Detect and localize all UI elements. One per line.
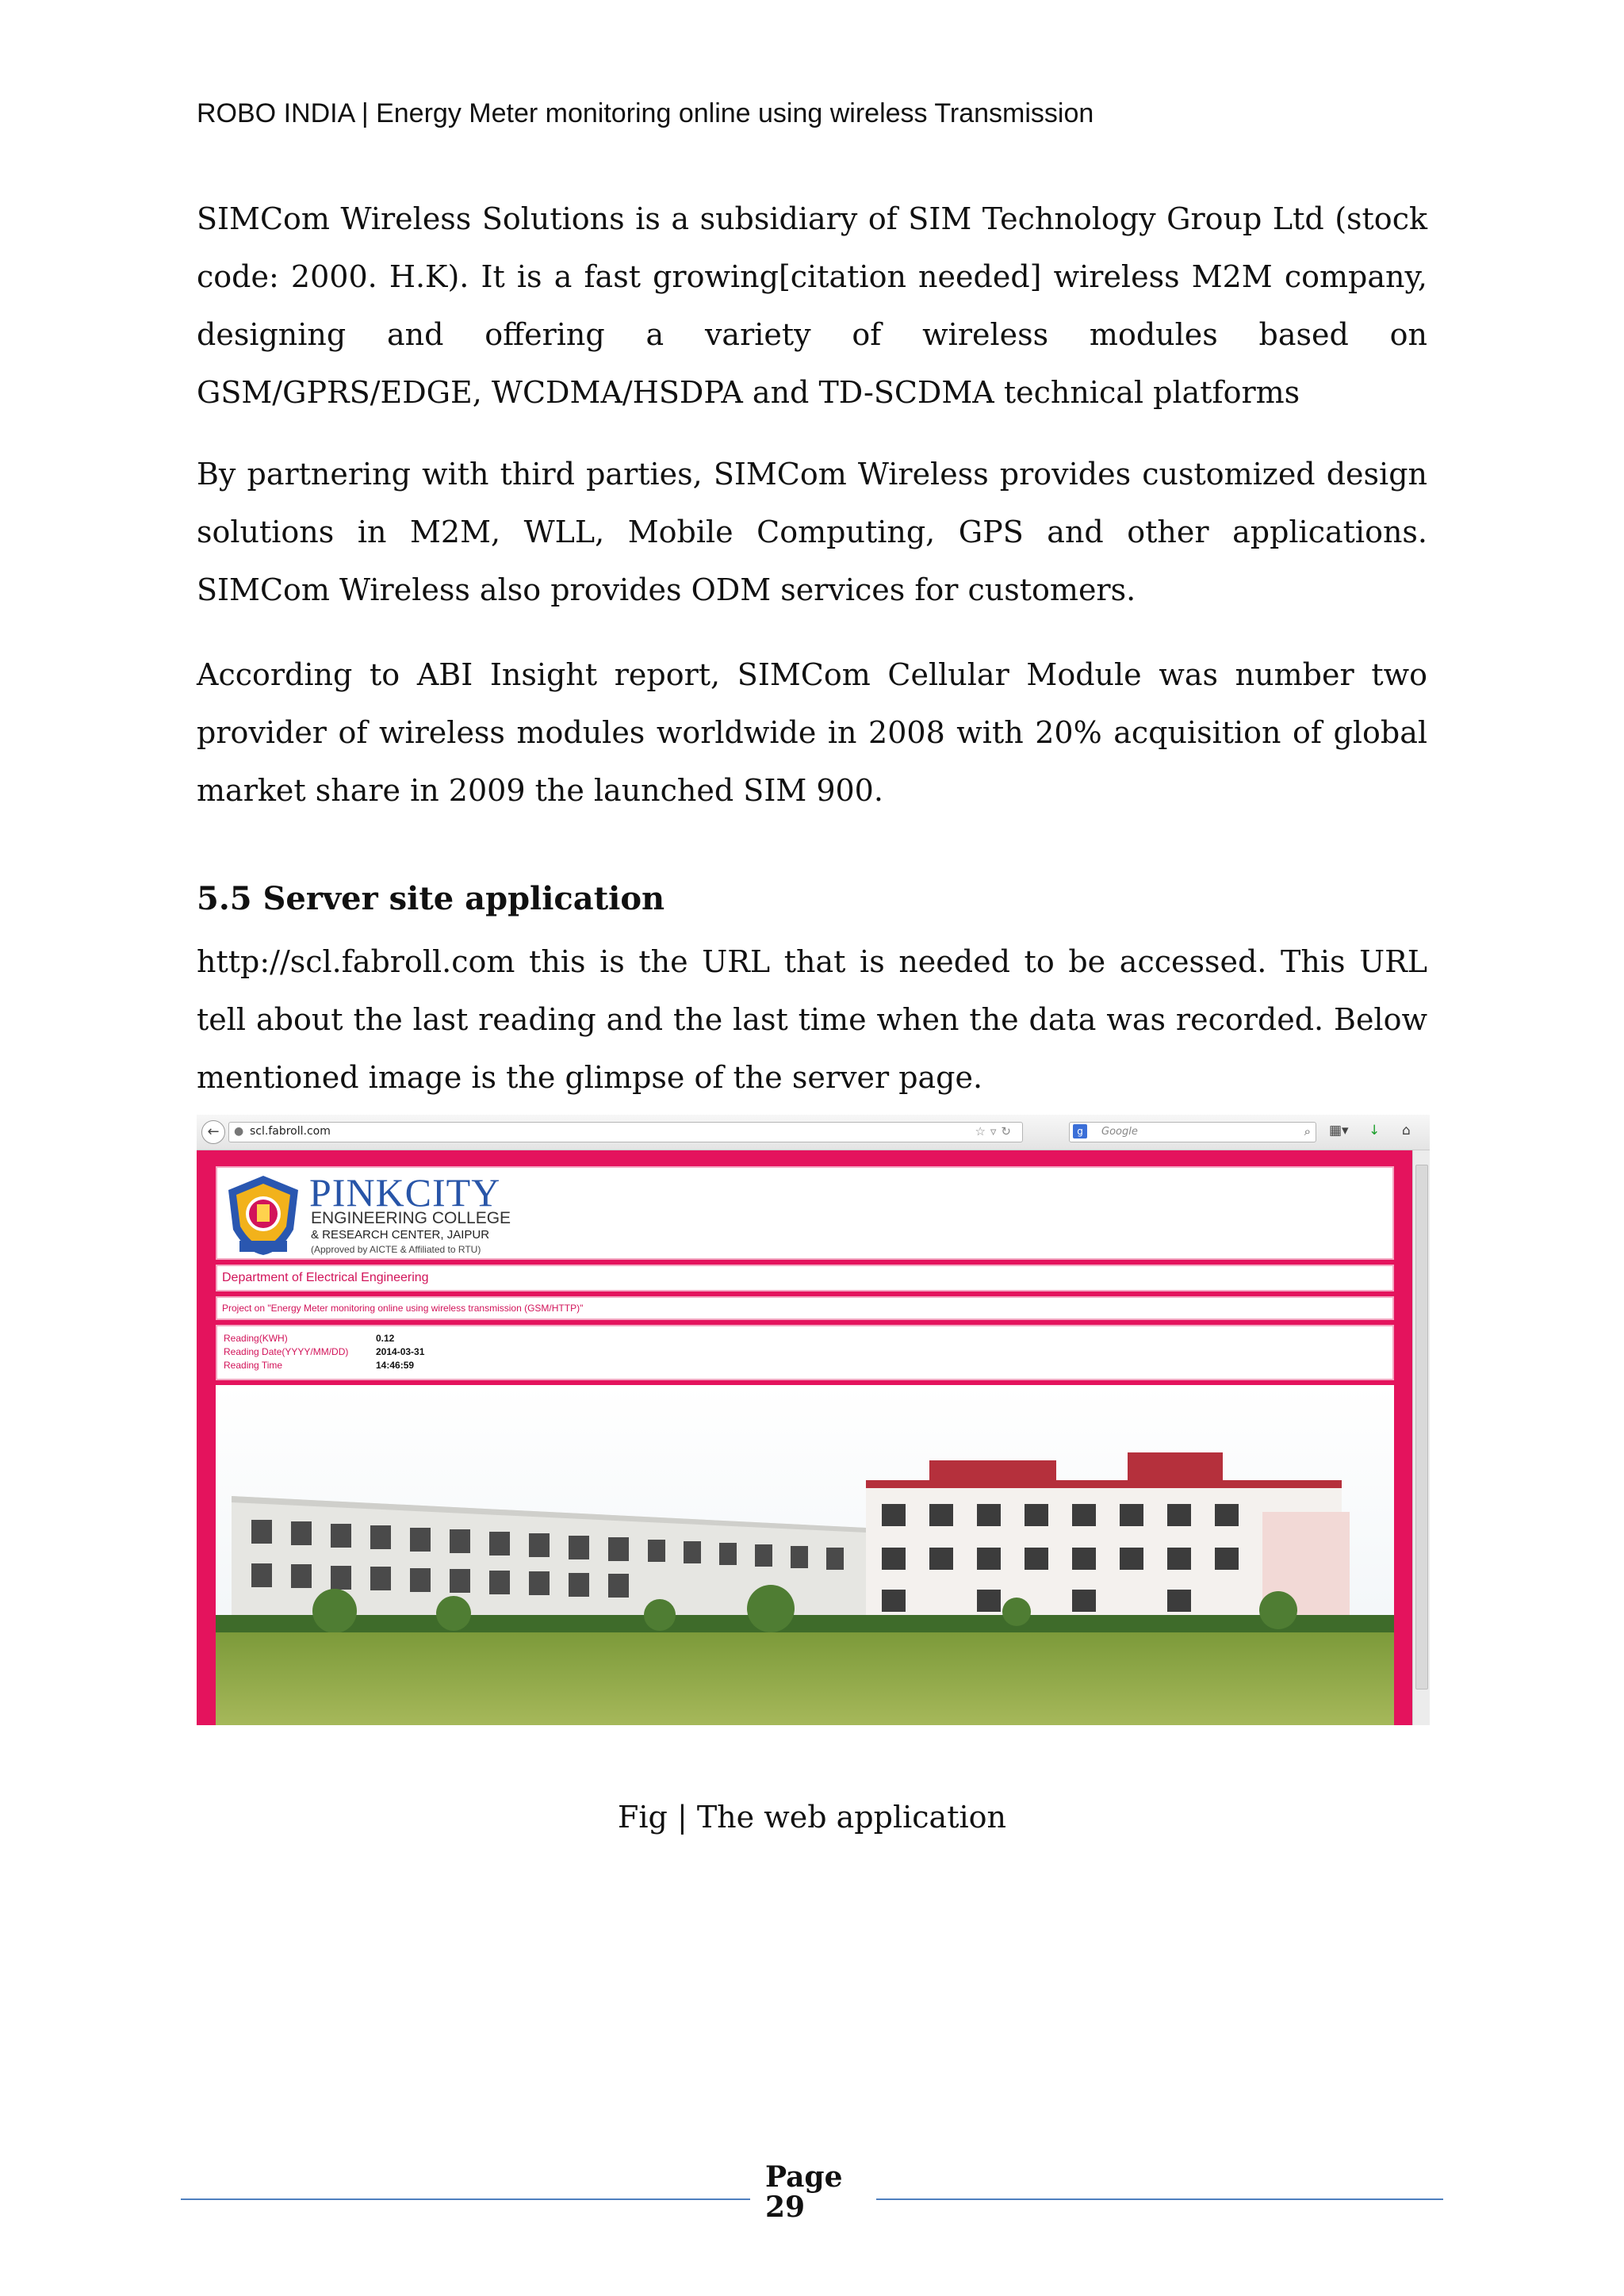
campus-building-image bbox=[216, 1385, 1394, 1725]
department-name: Department of Electrical Engineering bbox=[222, 1271, 429, 1284]
college-approval: (Approved by AICTE & Affiliated to RTU) bbox=[311, 1244, 481, 1255]
website-body bbox=[197, 1150, 1413, 1725]
department-panel bbox=[216, 1265, 1394, 1292]
web-app-screenshot bbox=[197, 1115, 1430, 1725]
search-icon[interactable]: ⌕ bbox=[1304, 1124, 1311, 1138]
download-icon[interactable]: ↓ bbox=[1369, 1123, 1381, 1138]
home-icon[interactable]: ⌂ bbox=[1402, 1123, 1411, 1138]
figure-caption: Fig | The web application bbox=[618, 1800, 1006, 1835]
page-word: Page bbox=[765, 2160, 843, 2194]
google-engine-icon[interactable]: g bbox=[1073, 1124, 1087, 1138]
project-title: Project on "Energy Meter monitoring online using wireless transmission (GSM/HTTP)" bbox=[222, 1303, 584, 1314]
bookmarks-menu-icon[interactable]: ▦▾ bbox=[1329, 1123, 1349, 1138]
reading-kwh-label: Reading(KWH) bbox=[224, 1333, 288, 1344]
reading-date-value: 2014-03-31 bbox=[376, 1346, 425, 1357]
section-heading: 5.5 Server site application bbox=[197, 880, 665, 917]
footer-rule-left bbox=[181, 2198, 750, 2200]
globe-icon: ● bbox=[234, 1125, 244, 1138]
logo-panel bbox=[216, 1166, 1394, 1260]
page-scrollbar[interactable] bbox=[1412, 1150, 1430, 1725]
section-body: http://scl.fabroll.com this is the URL that is needed to be accessed. This URL tell about the last reading and the last time when the data was recorded. Below mentioned image is the glimpse of the server page. bbox=[197, 944, 1427, 1095]
search-bar[interactable] bbox=[1069, 1122, 1316, 1142]
back-arrow-icon[interactable]: ← bbox=[201, 1120, 225, 1144]
college-subtitle: ENGINEERING COLLEGE bbox=[311, 1209, 511, 1227]
browser-toolbar bbox=[197, 1115, 1430, 1150]
paragraph-simcom-abi: According to ABI Insight report, SIMCom Cellular Module was number two provider of wireless modules worldwide in 2008 with 20% acquisition of global market share in 2009 the launched SIM 900. bbox=[197, 657, 1427, 808]
reading-kwh-value: 0.12 bbox=[376, 1333, 395, 1344]
page-number-block bbox=[765, 2162, 843, 2222]
college-location: & RESEARCH CENTER, JAIPUR bbox=[311, 1228, 490, 1242]
paragraph-simcom-partners: By partnering with third parties, SIMCom Wireless provides customized design solutions in M2M, WLL, Mobile Computing, GPS and other applications. SIMCom Wireless also provides ODM services for customers. bbox=[197, 457, 1427, 607]
reading-date-label: Reading Date(YYYY/MM/DD) bbox=[224, 1346, 349, 1357]
reading-time-label: Reading Time bbox=[224, 1360, 283, 1371]
college-name: PINKCITY bbox=[309, 1170, 501, 1215]
search-placeholder: Google bbox=[1101, 1126, 1138, 1138]
campus-photo bbox=[216, 1385, 1394, 1725]
scrollbar-thumb[interactable] bbox=[1415, 1165, 1428, 1689]
college-crest-icon bbox=[225, 1174, 301, 1257]
paragraph-simcom-intro: SIMCom Wireless Solutions is a subsidiary of SIM Technology Group Ltd (stock code: 2000. H.K). It is a fast growing[citation needed] wireless M2M company, designing and offering a variety of wireless modules based on GSM/GPRS/EDGE, WCDMA/HSDPA and TD-SCDMA technical platforms bbox=[197, 201, 1427, 410]
address-text: scl.fabroll.com bbox=[250, 1125, 331, 1138]
footer-rule-right bbox=[876, 2198, 1443, 2200]
running-header: ROBO INDIA | Energy Meter monitoring online using wireless Transmission bbox=[197, 98, 1094, 128]
page-number: 29 bbox=[765, 2191, 806, 2224]
readings-panel bbox=[216, 1325, 1394, 1380]
reading-time-value: 14:46:59 bbox=[376, 1360, 415, 1371]
project-panel bbox=[216, 1296, 1394, 1320]
bookmark-star-icon[interactable]: ☆▿↻ bbox=[975, 1124, 1016, 1138]
address-bar[interactable] bbox=[228, 1122, 1023, 1142]
